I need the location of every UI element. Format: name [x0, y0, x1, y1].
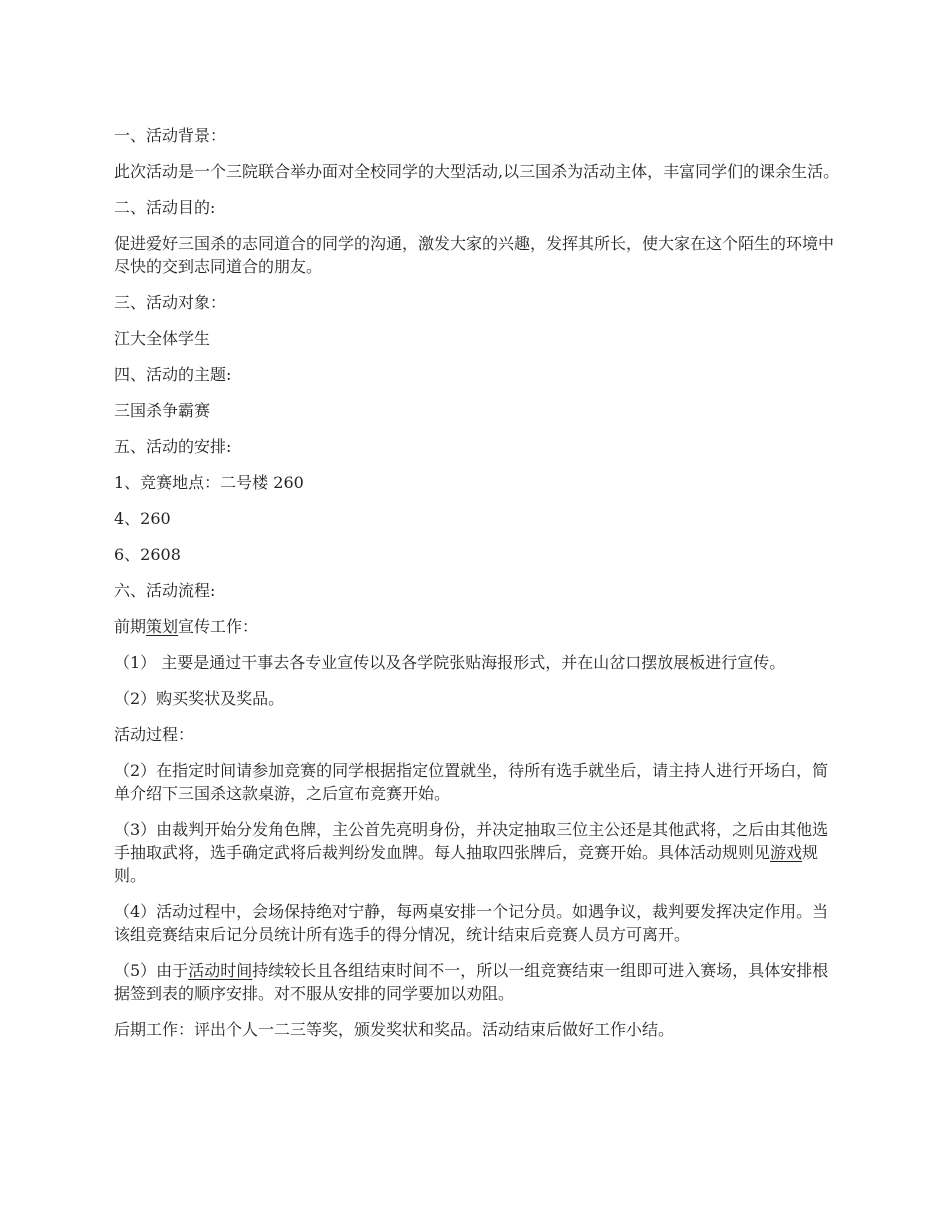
process-item-3-after: 规则。: [114, 843, 819, 885]
pre-work-text-before: 前期: [114, 617, 147, 636]
process-item-4: （4）活动过程中，会场保持绝对宁静，每两桌安排一个记分员。如遇争议，裁判要发挥决定作用。当该组竞赛结束后记分员统计所有选手的得分情况，统计结束后竞赛人员方可离开。: [114, 902, 829, 944]
background-text: 此次活动是一个三院联合举办面对全校同学的大型活动,以三国杀为活动主体，丰富同学们的课余生活。: [114, 162, 840, 181]
process-item-5-before: （5）由于: [114, 961, 189, 980]
process-item-5: [114, 959, 844, 1005]
process-item-2: （2）在指定时间请参加竞赛的同学根据指定位置就坐，待所有选手就坐后，请主持人进行开场白，简单介绍下三国杀这款桌游，之后宣布竞赛开始。: [114, 761, 829, 803]
pre-work-heading: [114, 615, 844, 638]
activity-time-link[interactable]: 活动时间: [188, 961, 253, 980]
game-link[interactable]: 游戏: [770, 843, 803, 862]
pre-work-item-1: （1） 主要是通过干事去各专业宣传以及各学院张贴海报形式，并在山岔口摆放展板进行宣传。: [114, 653, 786, 672]
arrangement-item-4: 4、260: [114, 509, 171, 528]
post-work-text: 后期工作：评出个人一二三等奖，颁发奖状和奖品。活动结束后做好工作小结。: [114, 1020, 675, 1039]
heading-purpose: 二、活动目的:: [114, 198, 216, 217]
process-item-3-before: （3）由裁判开始分发角色牌，主公首先亮明身份，并决定抽取三位主公还是其他武将，之后由其他选手抽取武将，选手确定武将后裁判纷发血牌。每人抽取四张牌后，竞赛开始。具体活动规则见: [114, 820, 829, 862]
heading-arrangement: 五、活动的安排:: [114, 437, 232, 456]
process-item-3: [114, 818, 844, 887]
heading-audience: 三、活动对象：: [114, 293, 227, 312]
theme-text: 三国杀争霸赛: [114, 401, 211, 420]
heading-process: 六、活动流程:: [114, 581, 216, 600]
audience-text: 江大全体学生: [114, 329, 211, 348]
process-item-5-after: 持续较长且各组结束时间不一，所以一组竞赛结束一组即可进入赛场，具体安排根据签到表的顺序安排。对不服从安排的同学要加以劝阻。: [114, 961, 829, 1003]
heading-background: 一、活动背景：: [114, 126, 227, 145]
arrangement-item-1: 1、竞赛地点：二号楼 260: [114, 473, 304, 492]
pre-work-item-2: （2）购买奖状及奖品。: [114, 689, 285, 708]
planning-link[interactable]: 策划: [146, 617, 179, 636]
document-body: [114, 124, 844, 1054]
arrangement-item-6: 6、2608: [114, 545, 181, 564]
purpose-text: 促进爱好三国杀的志同道合的同学的沟通，激发大家的兴趣，发挥其所长，使大家在这个陌生的环境中尽快的交到志同道合的朋友。: [114, 234, 835, 276]
process-heading: 活动过程：: [114, 725, 195, 744]
pre-work-text-after: 宣传工作：: [178, 617, 259, 636]
heading-theme: 四、活动的主题:: [114, 365, 232, 384]
